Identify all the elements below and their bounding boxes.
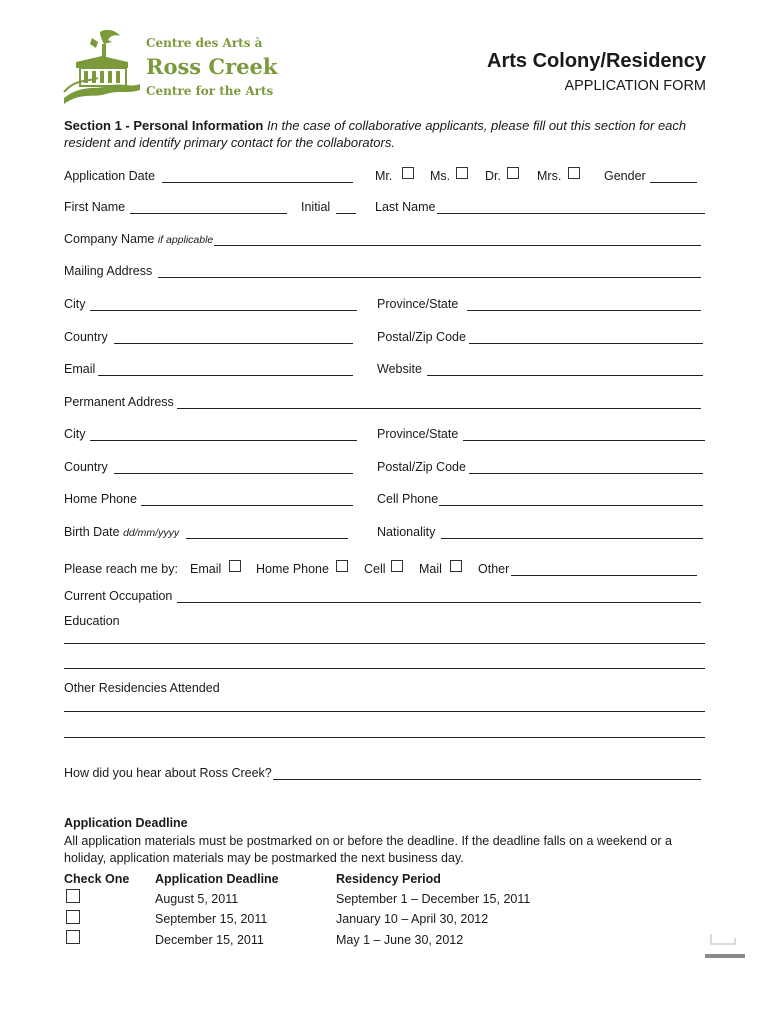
- mailing-address-field[interactable]: [158, 277, 701, 278]
- hear-about-label: How did you hear about Ross Creek?: [64, 766, 272, 780]
- deadline-text-1: All application materials must be postmarked on or before the deadline. If the deadline falls on a weekend or a: [64, 834, 673, 848]
- email-field[interactable]: [98, 375, 353, 376]
- company-name-field[interactable]: [214, 245, 701, 246]
- mailing-address-label: Mailing Address: [64, 264, 153, 278]
- deadline-checkbox-3[interactable]: [66, 930, 80, 944]
- birth-date-label: [64, 525, 179, 541]
- section1-intro-text: In the case of collaborative applicants, please fill out this section for each: [267, 118, 687, 133]
- company-name-text: Company Name: [64, 232, 155, 246]
- city-label: City: [64, 297, 86, 311]
- email-label: Email: [64, 362, 96, 376]
- gender-field[interactable]: [650, 182, 697, 183]
- city2-field[interactable]: [90, 440, 357, 441]
- education-line-1[interactable]: [64, 643, 705, 644]
- deadline-date-1: August 5, 2011: [155, 892, 239, 906]
- residency-period-1: September 1 – December 15, 2011: [336, 892, 531, 906]
- postal-zip-field[interactable]: [469, 343, 703, 344]
- reach-home-phone-checkbox[interactable]: [336, 560, 348, 572]
- reach-email-label: Email: [190, 562, 222, 576]
- mr-label: Mr.: [375, 169, 393, 183]
- section1-intro-line2: resident and identify primary contact for the collaborators.: [64, 135, 395, 150]
- last-name-label: Last Name: [375, 200, 436, 214]
- first-name-label: First Name: [64, 200, 126, 214]
- page-corner-icon: [705, 930, 745, 960]
- reach-mail-label: Mail: [419, 562, 442, 576]
- col-residency-period: Residency Period: [336, 872, 441, 886]
- col-check-one: Check One: [64, 872, 130, 886]
- postal-zip2-field[interactable]: [469, 473, 703, 474]
- application-date-label: Application Date: [64, 169, 156, 183]
- birth-date-format: dd/mm/yyyy: [123, 527, 180, 539]
- province-state-field[interactable]: [467, 310, 701, 311]
- reach-me-label: Please reach me by:: [64, 562, 178, 576]
- initial-field[interactable]: [336, 213, 356, 214]
- residency-period-2: January 10 – April 30, 2012: [336, 912, 489, 926]
- reach-other-field[interactable]: [511, 575, 697, 576]
- birth-date-field[interactable]: [186, 538, 348, 539]
- section1-intro: [64, 118, 686, 133]
- current-occupation-field[interactable]: [177, 602, 701, 603]
- deadline-checkbox-1[interactable]: [66, 889, 80, 903]
- country-field[interactable]: [114, 343, 353, 344]
- if-applicable-note: if applicable: [157, 234, 214, 246]
- initial-label: Initial: [301, 200, 331, 214]
- ms-label: Ms.: [430, 169, 451, 183]
- education-line-2[interactable]: [64, 668, 705, 669]
- hear-about-field[interactable]: [273, 779, 701, 780]
- ross-creek-logo-icon: [62, 28, 142, 104]
- logo: [62, 28, 278, 106]
- country-label: Country: [64, 330, 108, 344]
- logo-line2: Ross Creek: [146, 54, 278, 79]
- other-residencies-line-2[interactable]: [64, 737, 705, 738]
- permanent-address-field[interactable]: [177, 408, 701, 409]
- province-state2-label: Province/State: [377, 427, 459, 441]
- residency-period-3: May 1 – June 30, 2012: [336, 933, 464, 947]
- deadline-date-2: September 15, 2011: [155, 912, 268, 926]
- reach-email-checkbox[interactable]: [229, 560, 241, 572]
- province-state-label: Province/State: [377, 297, 459, 311]
- deadline-checkbox-2[interactable]: [66, 910, 80, 924]
- section1-heading: Section 1 - Personal Information: [64, 118, 264, 133]
- deadline-date-3: December 15, 2011: [155, 933, 264, 947]
- gender-label: Gender: [604, 169, 646, 183]
- dr-checkbox[interactable]: [507, 167, 519, 179]
- postal-zip-label: Postal/Zip Code: [377, 330, 466, 344]
- company-name-label: [64, 232, 213, 248]
- city-field[interactable]: [90, 310, 357, 311]
- postal-zip2-label: Postal/Zip Code: [377, 460, 466, 474]
- logo-line1: Centre des Arts à: [146, 36, 263, 50]
- reach-other-label: Other: [478, 562, 510, 576]
- deadline-text-2: holiday, application materials may be postmarked the next business day.: [64, 851, 464, 865]
- home-phone-field[interactable]: [141, 505, 353, 506]
- website-label: Website: [377, 362, 422, 376]
- reach-cell-label: Cell: [364, 562, 386, 576]
- nationality-label: Nationality: [377, 525, 436, 539]
- mr-checkbox[interactable]: [402, 167, 414, 179]
- reach-cell-checkbox[interactable]: [391, 560, 403, 572]
- reach-home-phone-label: Home Phone: [256, 562, 329, 576]
- dr-label: Dr.: [485, 169, 501, 183]
- application-date-field[interactable]: [162, 182, 353, 183]
- country2-field[interactable]: [114, 473, 353, 474]
- country2-label: Country: [64, 460, 108, 474]
- website-field[interactable]: [427, 375, 703, 376]
- province-state2-field[interactable]: [463, 440, 705, 441]
- first-name-field[interactable]: [130, 213, 287, 214]
- birth-date-text: Birth Date: [64, 525, 120, 539]
- nationality-field[interactable]: [441, 538, 703, 539]
- ms-checkbox[interactable]: [456, 167, 468, 179]
- deadline-heading: Application Deadline: [64, 816, 188, 830]
- current-occupation-label: Current Occupation: [64, 589, 173, 603]
- home-phone-label: Home Phone: [64, 492, 137, 506]
- last-name-field[interactable]: [437, 213, 705, 214]
- education-label: Education: [64, 614, 120, 628]
- reach-mail-checkbox[interactable]: [450, 560, 462, 572]
- logo-line3: Centre for the Arts: [146, 84, 274, 98]
- col-application-deadline: Application Deadline: [155, 872, 279, 886]
- permanent-address-label: Permanent Address: [64, 395, 174, 409]
- other-residencies-label: Other Residencies Attended: [64, 681, 220, 695]
- cell-phone-field[interactable]: [439, 505, 703, 506]
- city2-label: City: [64, 427, 86, 441]
- page-subtitle: APPLICATION FORM: [564, 78, 706, 94]
- mrs-checkbox[interactable]: [568, 167, 580, 179]
- page-title: Arts Colony/Residency: [487, 50, 706, 72]
- mrs-label: Mrs.: [537, 169, 562, 183]
- other-residencies-line-1[interactable]: [64, 711, 705, 712]
- cell-phone-label: Cell Phone: [377, 492, 439, 506]
